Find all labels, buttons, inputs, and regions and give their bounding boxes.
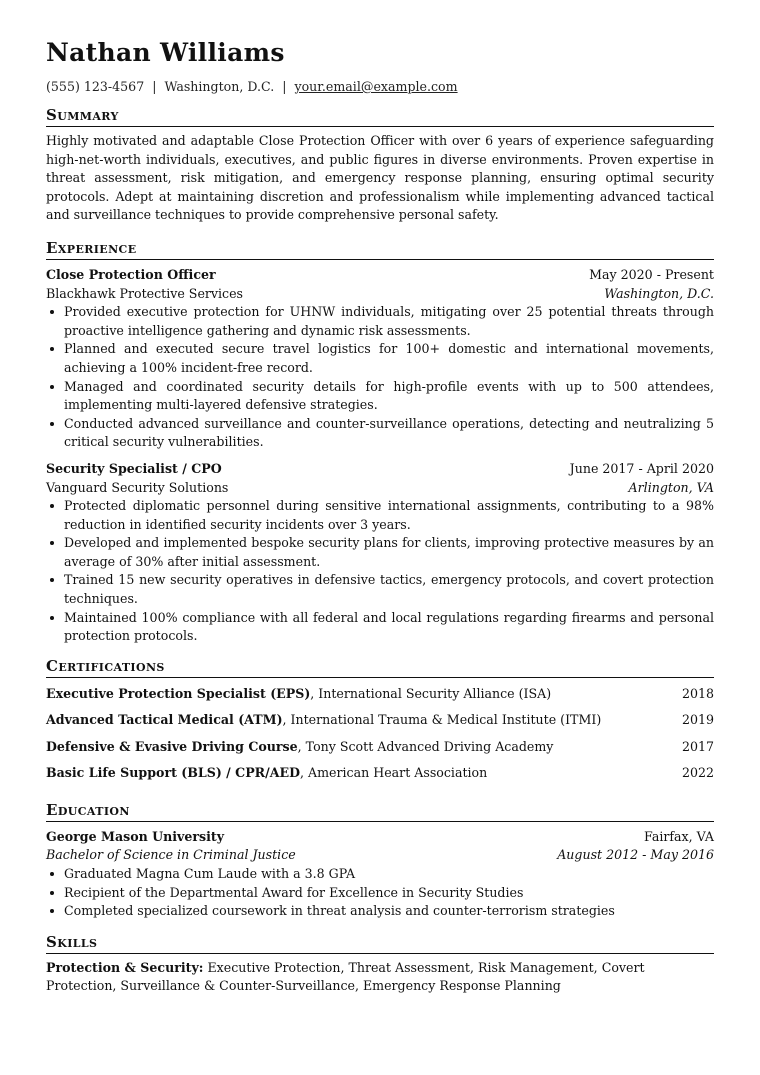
phone-number: (555) 123-4567: [46, 79, 145, 94]
list-item: Provided executive protection for UHNW individuals, mitigating over 25 potential threats through proactive intelligence gathering and dynamic risk assessments.: [46, 303, 714, 340]
job-location: Washington, D.C.: [604, 285, 714, 301]
certification-year: 2019: [681, 712, 714, 728]
certification-issuer: , Tony Scott Advanced Driving Academy: [297, 738, 554, 754]
list-item: Protected diplomatic personnel during sensitive international assignments, contributing to a 98% reduction in identified security incidents over 3 years.: [46, 497, 714, 534]
list-item: Completed specialized coursework in threat analysis and counter-terrorism strategies: [46, 902, 714, 921]
skills-category-label: Protection & Security:: [46, 959, 204, 975]
list-item: Developed and implemented bespoke security plans for clients, improving protective measures by an average of 30% after initial assessment.: [46, 534, 714, 571]
section-title-certifications: Certifications: [46, 657, 714, 678]
certification-issuer: , International Security Alliance (ISA): [310, 685, 552, 701]
job-dates: May 2020 - Present: [589, 266, 714, 282]
education-entry: [46, 828, 714, 921]
certification-row: [46, 711, 714, 738]
certification-name: Executive Protection Specialist (EPS): [46, 685, 311, 701]
section-title-experience: Experience: [46, 239, 714, 260]
section-title-skills: Skills: [46, 933, 714, 954]
job-location: Arlington, VA: [628, 479, 714, 495]
job-entry: [46, 266, 714, 452]
certification-row: [46, 738, 714, 765]
list-item: Graduated Magna Cum Laude with a 3.8 GPA: [46, 865, 714, 884]
certification-issuer: , American Heart Association: [300, 765, 488, 781]
certification-issuer: , International Trauma & Medical Institute (ITMI): [282, 712, 602, 728]
school-name: George Mason University: [46, 828, 225, 844]
list-item: Trained 15 new security operatives in defensive tactics, emergency protocols, and covert protection techniques.: [46, 571, 714, 608]
skills-line: [46, 959, 714, 996]
email-link[interactable]: your.email@example.com: [294, 79, 458, 94]
candidate-name: Nathan Williams: [46, 38, 285, 67]
contact-separator: |: [152, 79, 157, 94]
contact-line: [46, 78, 714, 95]
certification-name: Defensive & Evasive Driving Course: [46, 738, 298, 754]
list-item: Planned and executed secure travel logistics for 100+ domestic and international movements, achieving a 100% incident-free record.: [46, 340, 714, 377]
job-dates: June 2017 - April 2020: [569, 460, 714, 476]
certification-year: 2022: [681, 765, 714, 781]
job-entry: [46, 460, 714, 646]
education-dates: August 2012 - May 2016: [557, 847, 714, 863]
location: Washington, D.C.: [164, 79, 275, 94]
education-bullet-list: [46, 865, 714, 921]
certification-year: 2018: [681, 685, 714, 701]
certification-list: [46, 685, 714, 791]
summary-text: Highly motivated and adaptable Close Protection Officer with over 6 years of experience safeguarding high-net-worth individuals, executives, and public figures in diverse environments. Proven expertise in threat assessment, risk mitigation, and emergency response planning, ensuring optimal security protocols. Adept at maintaining discretion and professionalism while implementing advanced tactical and surveillance techniques to provide comprehensive personal safety.: [46, 133, 714, 223]
section-title-education: Education: [46, 801, 714, 822]
job-role: Security Specialist / CPO: [46, 460, 222, 476]
job-role: Close Protection Officer: [46, 266, 216, 282]
list-item: Maintained 100% compliance with all federal and local regulations regarding firearms and personal protection protocols.: [46, 609, 714, 646]
certification-name: Advanced Tactical Medical (ATM): [46, 712, 283, 728]
certification-name: Basic Life Support (BLS) / CPR/AED: [46, 765, 301, 781]
school-location: Fairfax, VA: [643, 828, 714, 844]
skills-list: Executive Protection, Threat Assessment, Risk Management, Covert Protection, Surveillance & Counter-Surveillance, Emergency Response Planning: [46, 959, 645, 994]
job-company: Blackhawk Protective Services: [46, 285, 244, 301]
degree: Bachelor of Science in Criminal Justice: [46, 847, 296, 863]
list-item: Recipient of the Departmental Award for Excellence in Security Studies: [46, 884, 714, 903]
certification-row: [46, 685, 714, 712]
list-item: Managed and coordinated security details for high-profile events with up to 500 attendees, implementing multi-layered defensive strategies.: [46, 378, 714, 415]
job-company: Vanguard Security Solutions: [46, 479, 229, 495]
certification-year: 2017: [681, 738, 714, 754]
job-bullet-list: [46, 497, 714, 646]
section-title-summary: Summary: [46, 106, 714, 127]
certification-row: [46, 764, 714, 791]
job-bullet-list: [46, 303, 714, 452]
contact-separator: |: [282, 79, 287, 94]
list-item: Conducted advanced surveillance and counter-surveillance operations, detecting and neutralizing 5 critical security vulnerabilities.: [46, 415, 714, 452]
